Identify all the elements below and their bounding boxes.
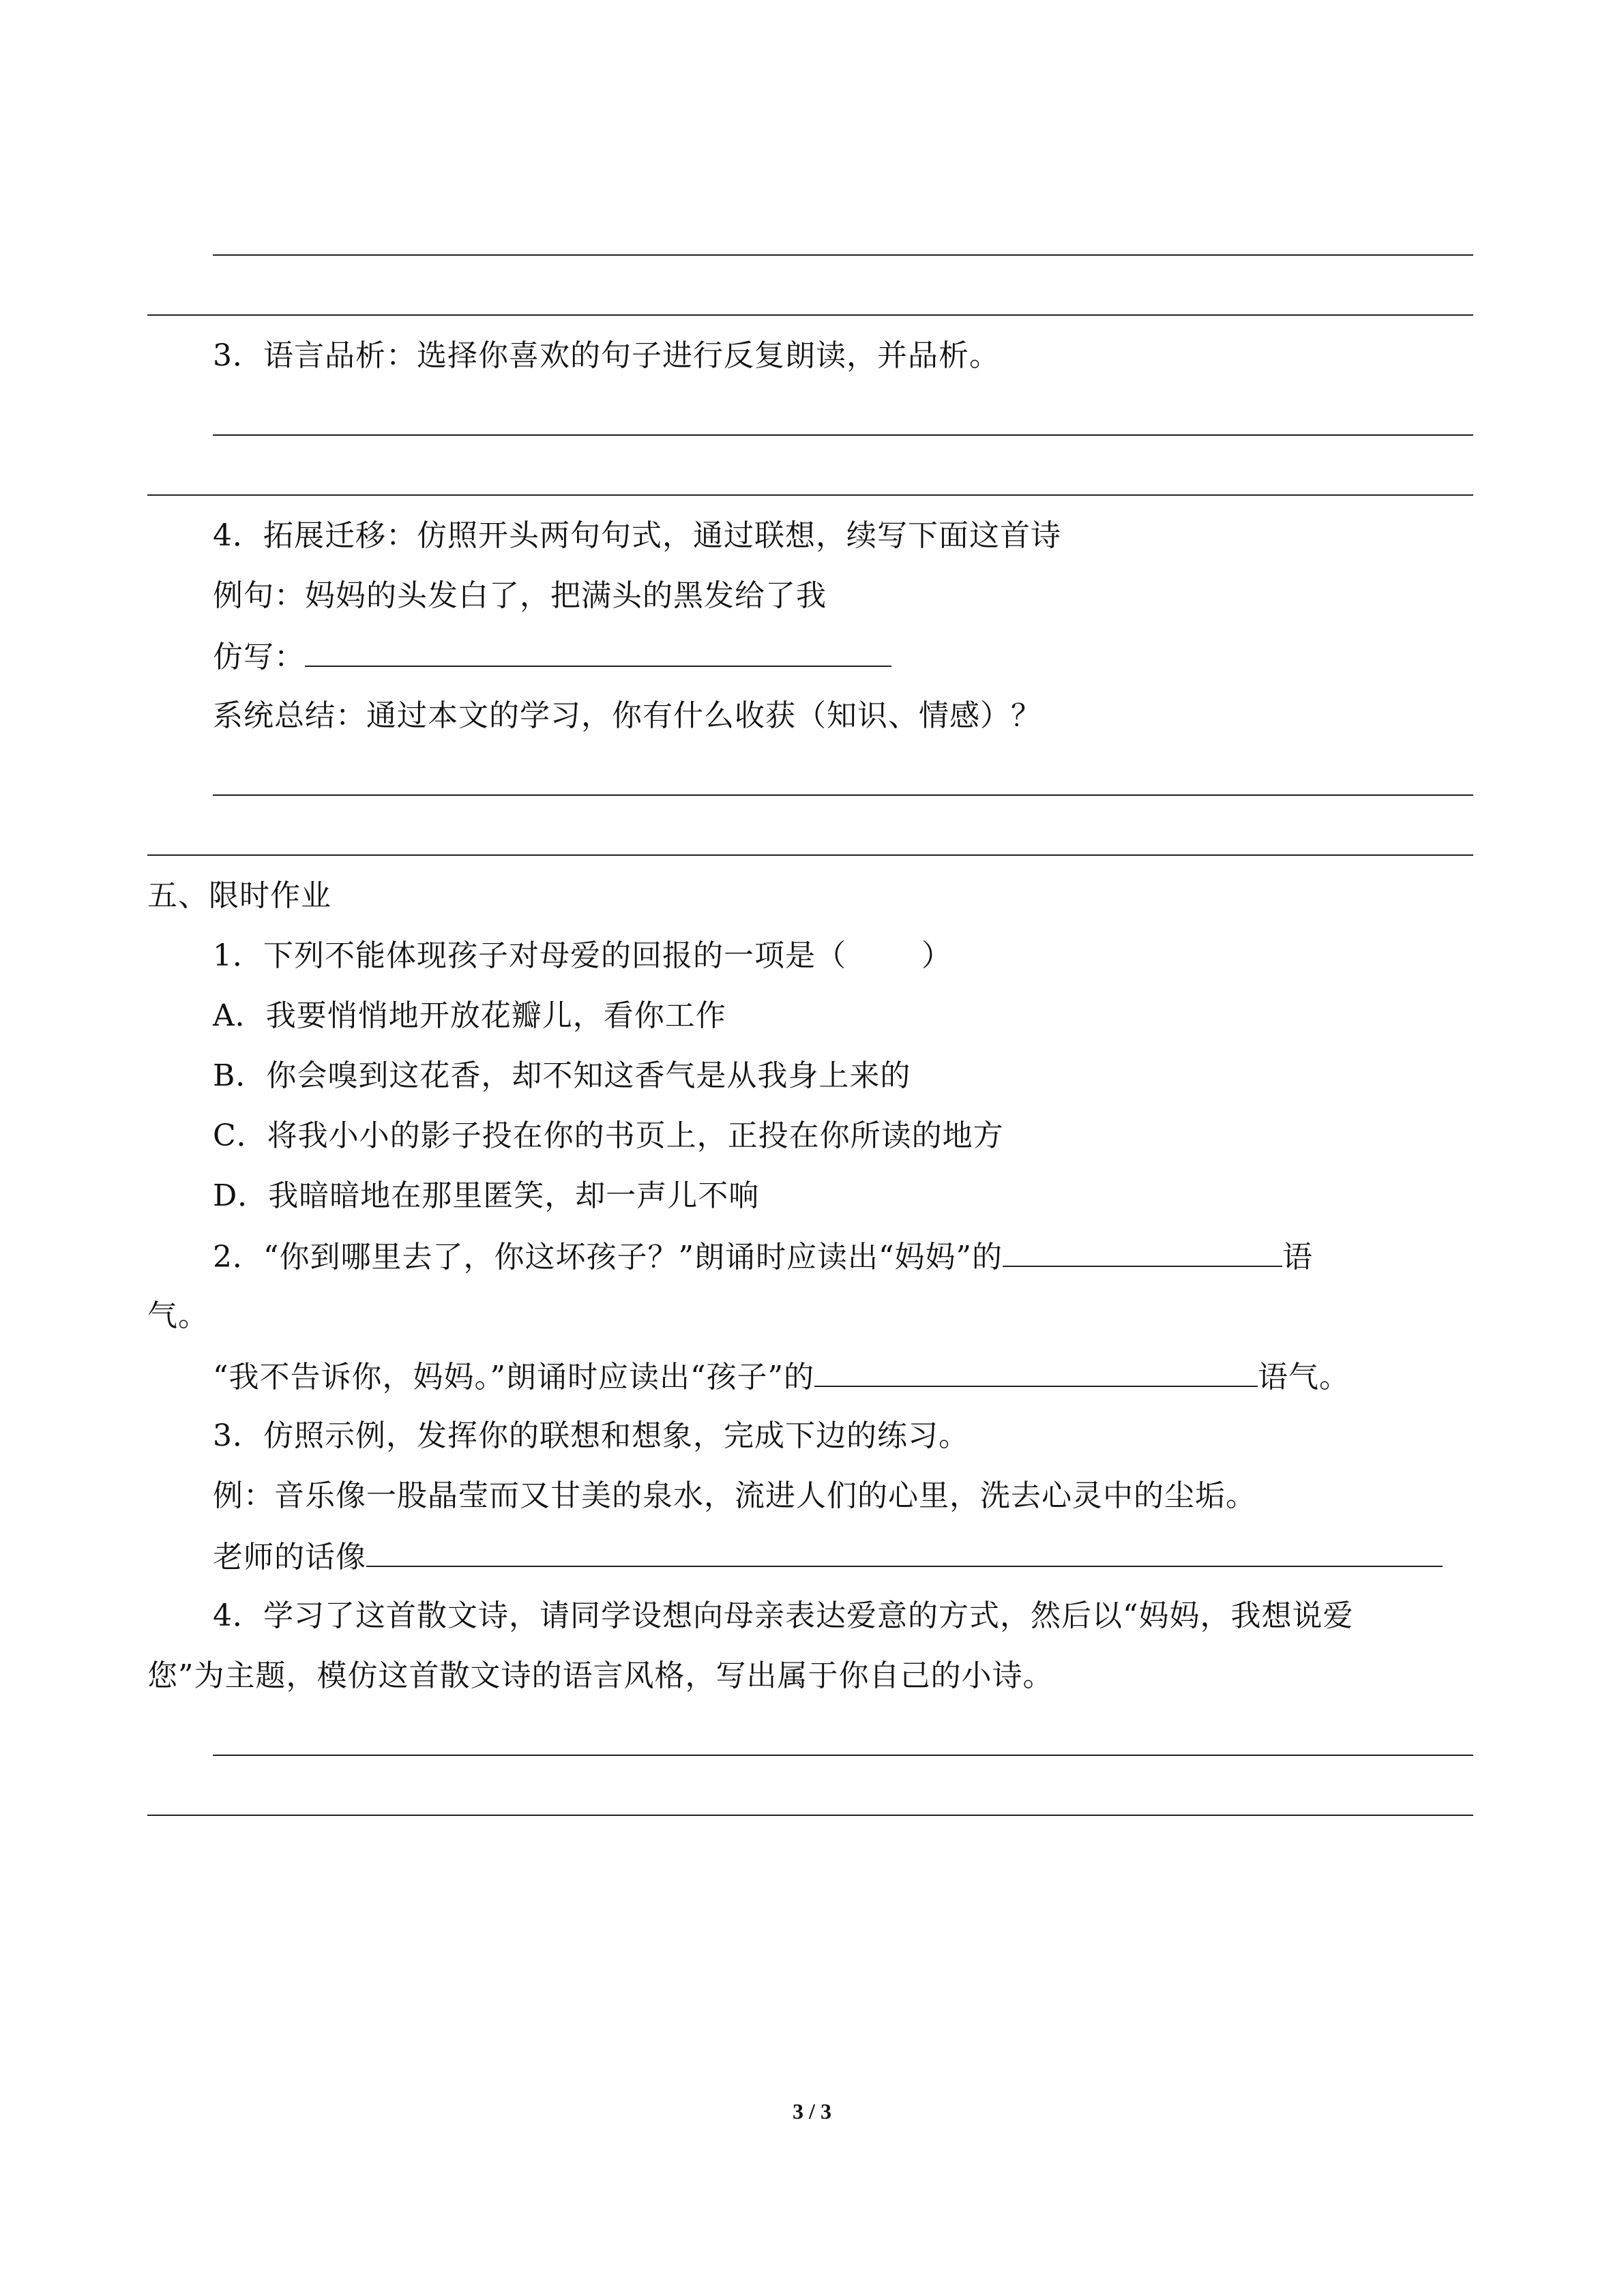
- tone-blank-child[interactable]: [814, 1356, 1258, 1387]
- answer-line[interactable]: [147, 494, 1473, 496]
- example-sentence: 例句：妈妈的头发白了，把满头的黑发给了我: [213, 578, 827, 613]
- question-3-language-analysis: 3．语言品析：选择你喜欢的句子进行反复朗读，并品析。: [213, 338, 1000, 373]
- answer-line[interactable]: [213, 1755, 1473, 1756]
- question-1: 1．下列不能体现孩子对母爱的回报的一项是（ ）: [213, 938, 952, 973]
- question-2-line-3: “我不告诉你，妈妈。”朗诵时应读出“孩子”的 语气。: [213, 1356, 1350, 1398]
- answer-line[interactable]: [213, 434, 1473, 436]
- fill-label: 老师的话像: [213, 1540, 366, 1575]
- answer-line[interactable]: [213, 794, 1473, 796]
- option-c: C．将我小小的影子投在你的书页上，正投在你所读的地方: [213, 1118, 1004, 1153]
- question-3: 3．仿照示例，发挥你的联想和想象，完成下边的练习。: [213, 1418, 969, 1453]
- fill-blank[interactable]: [366, 1536, 1443, 1567]
- section-heading: 五、限时作业: [147, 878, 331, 913]
- question-2-line-1: 2．“你到哪里去了，你这坏孩子？”朗诵时应读出“妈妈”的 语: [213, 1236, 1313, 1278]
- answer-line[interactable]: [147, 854, 1473, 856]
- question-4-line-1: 4．学习了这首散文诗，请同学设想向母亲表达爱意的方式，然后以“妈妈，我想说爱: [213, 1598, 1354, 1633]
- imitation-row: [213, 636, 891, 678]
- question-4-line-2: 您”为主题，模仿这首散文诗的语言风格，写出属于你自己的小诗。: [147, 1658, 1054, 1693]
- question-3-example: 例：音乐像一股晶莹而又甘美的泉水，流进人们的心里，洗去心灵中的尘垢。: [213, 1478, 1256, 1513]
- imitation-blank[interactable]: [305, 636, 891, 667]
- option-a: A．我要悄悄地开放花瓣儿，看你工作: [213, 998, 726, 1033]
- answer-line[interactable]: [213, 254, 1473, 256]
- option-b: B．你会嗅到这花香，却不知这香气是从我身上来的: [213, 1058, 911, 1093]
- answer-line[interactable]: [147, 1815, 1473, 1816]
- tone-blank-mother[interactable]: [1003, 1236, 1282, 1267]
- imitation-label: 仿写：: [213, 640, 305, 674]
- question-2-line-2: 气。: [147, 1298, 209, 1333]
- option-d: D．我暗暗地在那里匿笑，却一声儿不响: [213, 1178, 760, 1213]
- question-3-fill-row: [213, 1536, 1443, 1578]
- answer-line[interactable]: [147, 314, 1473, 316]
- question-4-extension: 4．拓展迁移：仿照开头两句句式，通过联想，续写下面这首诗: [213, 518, 1061, 553]
- page-number: 3 / 3: [793, 2099, 831, 2123]
- summary-question: 系统总结：通过本文的学习，你有什么收获（知识、情感）？: [213, 698, 1042, 733]
